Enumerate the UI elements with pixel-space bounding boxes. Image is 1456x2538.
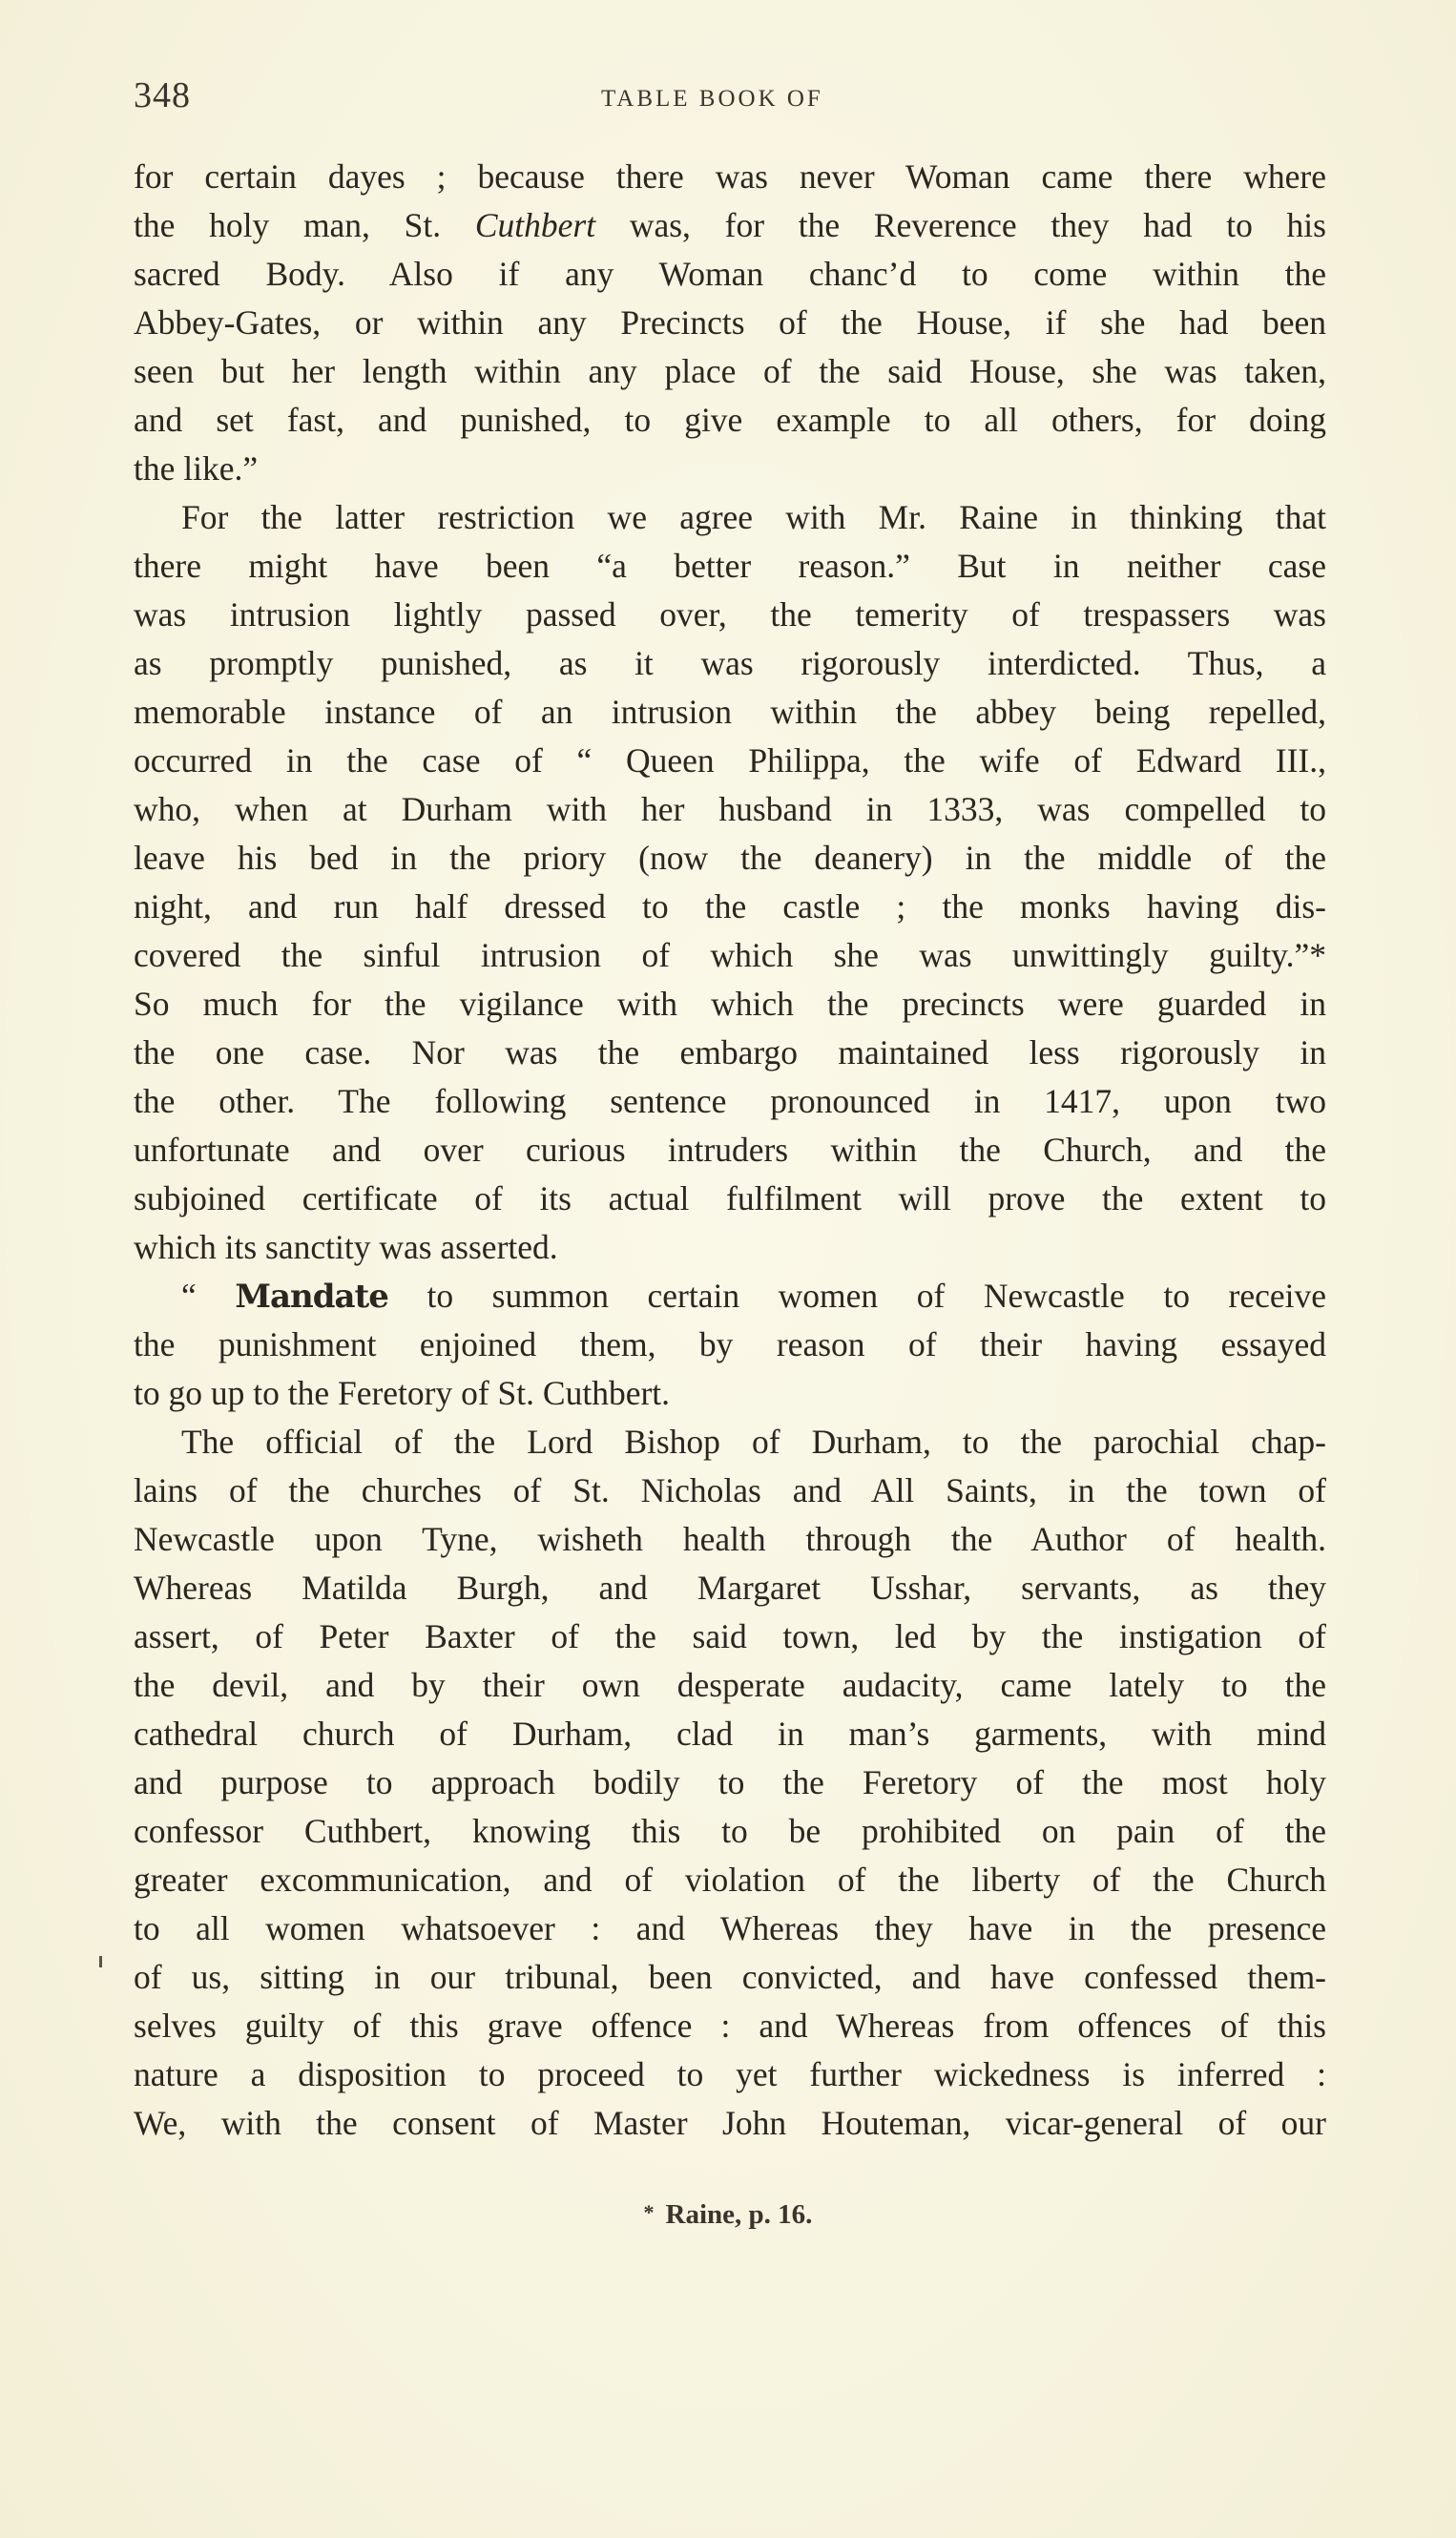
text-line: the one case. Nor was the embargo maintained less rigorously in (134, 1033, 1326, 1071)
text-line: subjoined certificate of its actual fulfilment will prove the extent to (134, 1179, 1326, 1217)
text-line: Abbey-Gates, or within any Precincts of the House, if she had been (134, 303, 1326, 342)
blackletter-heading: Mandate (235, 1278, 388, 1316)
text-line: who, when at Durham with her husband in 1333, was compelled to (134, 790, 1326, 828)
text-line: to go up to the Feretory of St. Cuthbert. (134, 1374, 671, 1412)
running-title: TABLE BOOK OF (601, 86, 823, 112)
text-segment: was, for the Reverence they had to his (595, 206, 1326, 244)
text-line: cathedral church of Durham, clad in man’s garments, with mind (134, 1715, 1326, 1753)
text-line: as promptly punished, as it was rigorously interdicted. Thus, a (134, 644, 1326, 682)
text-line: selves guilty of this grave offence : and Whereas from offences of this (134, 2007, 1326, 2045)
text-line: covered the sinful intrusion of which she was unwittingly guilty.”* (134, 936, 1326, 974)
text-line: leave his bed in the priory (now the deanery) in the middle of the (134, 839, 1326, 877)
text-line: greater excommunication, and of violation of the liberty of the Church (134, 1861, 1326, 1899)
text-line: So much for the vigilance with which the precincts were guarded in (134, 985, 1326, 1023)
text-line: Newcastle upon Tyne, wisheth health through the Author of health. (134, 1520, 1326, 1558)
text-line: nature a disposition to proceed to yet further wickedness is inferred : (134, 2055, 1326, 2093)
text-segment: the holy man, St. (134, 206, 475, 244)
footnote-mark: * (643, 2200, 655, 2224)
text-segment: “ (181, 1277, 236, 1315)
body-text (134, 153, 1326, 2148)
text-line (134, 1272, 1326, 1321)
text-line: and purpose to approach bodily to the Feretory of the most holy (134, 1763, 1326, 1801)
text-line (134, 201, 1326, 250)
text-line: seen but her length within any place of the said House, she was taken, (134, 352, 1326, 390)
text-line: sacred Body. Also if any Woman chanc’d to come within the (134, 255, 1326, 293)
text-line: the other. The following sentence pronounced in 1417, upon two (134, 1082, 1326, 1120)
text-line: the devil, and by their own desperate audacity, came lately to the (134, 1666, 1326, 1704)
footnote-text: Raine, p. 16. (665, 2199, 813, 2230)
text-line: The official of the Lord Bishop of Durham, to the parochial chap- (181, 1423, 1326, 1461)
text-line: was intrusion lightly passed over, the temerity of trespassers was (134, 595, 1326, 634)
text-line: there might have been “a better reason.” But in neither case (134, 547, 1326, 585)
text-line: confessor Cuthbert, knowing this to be prohibited on pain of the (134, 1812, 1326, 1850)
italic-term: Cuthbert (474, 206, 596, 244)
margin-mark (99, 1956, 102, 1967)
text-line: and set fast, and punished, to give example to all others, for doing (134, 401, 1326, 439)
text-line: memorable instance of an intrusion within the abbey being repelled, (134, 693, 1326, 731)
text-line: night, and run half dressed to the castle ; the monks having dis- (134, 887, 1326, 926)
text-line: for certain dayes ; because there was never Woman came there where (134, 157, 1326, 196)
page-number: 348 (134, 75, 191, 115)
text-line: For the latter restriction we agree with Mr. Raine in thinking that (181, 498, 1326, 536)
text-line: the punishment enjoined them, by reason of their having essayed (134, 1325, 1326, 1363)
text-line: to all women whatsoever : and Whereas they have in the presence (134, 1909, 1326, 1947)
footnote (0, 2199, 1456, 2231)
text-line: assert, of Peter Baxter of the said town, led by the instigation of (134, 1617, 1326, 1655)
text-line: which its sanctity was asserted. (134, 1228, 558, 1266)
text-line: lains of the churches of St. Nicholas and All Saints, in the town of (134, 1471, 1326, 1509)
text-segment: to summon certain women of Newcastle to receive (387, 1277, 1326, 1315)
text-line: occurred in the case of “ Queen Philippa, the wife of Edward III., (134, 741, 1326, 780)
text-line: Whereas Matilda Burgh, and Margaret Usshar, servants, as they (134, 1569, 1326, 1607)
text-line: of us, sitting in our tribunal, been convicted, and have confessed them- (134, 1958, 1326, 1996)
running-head (134, 74, 1326, 122)
text-line: unfortunate and over curious intruders within the Church, and the (134, 1131, 1326, 1169)
text-line: We, with the consent of Master John Houteman, vicar-general of our (134, 2104, 1326, 2142)
text-line: the like.” (134, 449, 259, 488)
